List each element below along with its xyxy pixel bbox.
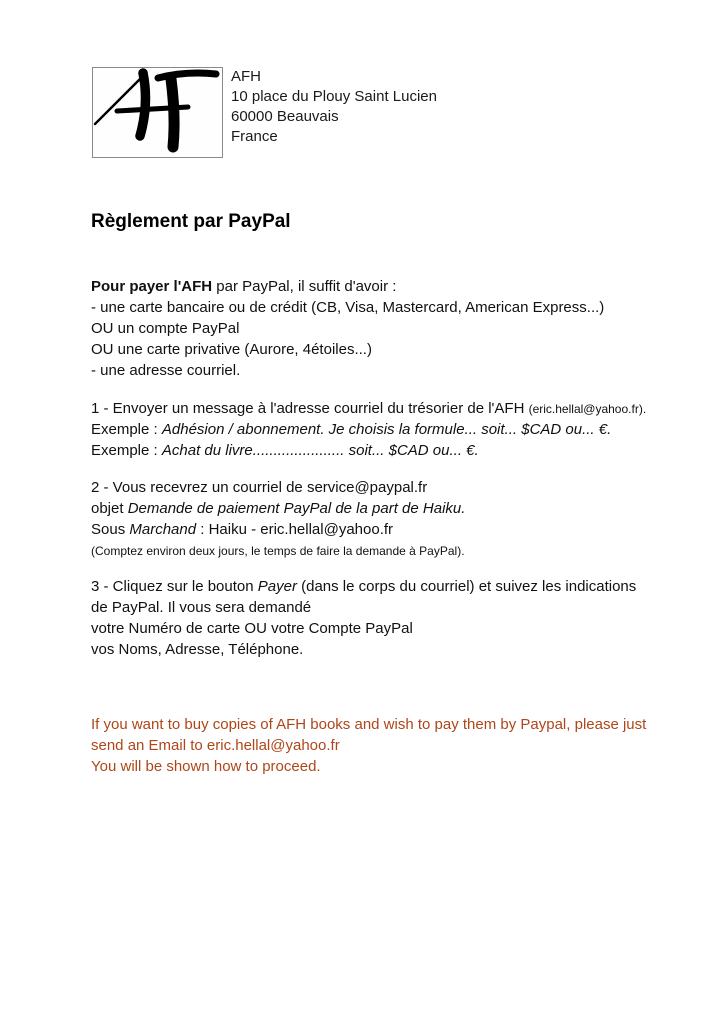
text-segment: Sous [91, 521, 130, 538]
text-segment: Exemple : [91, 442, 162, 459]
english-note [91, 714, 646, 777]
paragraph-3 [91, 477, 465, 561]
address-line-city: 60000 Beauvais [231, 108, 339, 125]
afh-logo [92, 67, 223, 158]
text-line [91, 618, 636, 639]
text-line [91, 639, 636, 660]
text-line [91, 540, 465, 561]
text-segment: Demande de paiement PayPal de la part de Haiku. [127, 500, 466, 517]
text-segment: OU une carte privative (Aurore, 4étoiles...) [91, 341, 372, 358]
text-segment: objet [91, 500, 128, 517]
paragraph-2 [91, 398, 646, 461]
address-line-org: AFH [231, 68, 261, 85]
address-line-country: France [231, 128, 278, 145]
afh-brush-calligraphy-icon [93, 68, 222, 157]
text-segment: (Comptez environ deux jours, le temps de faire la demande à PayPal). [91, 544, 465, 558]
text-segment: OU un compte PayPal [91, 320, 240, 337]
page-title: Règlement par PayPal [91, 211, 291, 232]
text-line [91, 339, 604, 360]
text-segment: par PayPal, il suffit d'avoir : [212, 278, 397, 295]
text-segment: vos Noms, Adresse, Téléphone. [91, 641, 304, 658]
text-line [91, 498, 465, 519]
text-segment: - une adresse courriel. [91, 362, 241, 379]
text-segment: Achat du livre...................... soit... $CAD ou... €. [161, 442, 479, 459]
text-segment: Adhésion / abonnement. Je choisis la formule... soit... $CAD ou... €. [161, 421, 612, 438]
text-line [91, 360, 604, 381]
english-note-line: If you want to buy copies of AFH books and wish to pay them by Paypal, please just [91, 716, 647, 733]
text-line [91, 477, 465, 498]
text-segment: de PayPal. Il vous sera demandé [91, 599, 312, 616]
text-segment: 3 - Cliquez sur le bouton [91, 578, 258, 595]
text-segment: (eric.hellal@yahoo.fr). [528, 402, 647, 416]
paragraph-4 [91, 576, 636, 660]
english-note-line: send an Email to eric.hellal@yahoo.fr [91, 737, 340, 754]
text-segment: Pour payer l'AFH [91, 278, 213, 295]
text-segment: : Haiku - eric.hellal@yahoo.fr [196, 521, 394, 538]
text-line [91, 440, 646, 461]
text-line [91, 318, 604, 339]
text-line [91, 576, 636, 597]
text-line [91, 419, 646, 440]
text-segment: Exemple : [91, 421, 162, 438]
text-segment: (dans le corps du courriel) et suivez les indications [296, 578, 637, 595]
text-segment: - une carte bancaire ou de crédit (CB, Visa, Mastercard, American Express...) [91, 299, 605, 316]
text-line [91, 597, 636, 618]
paragraph-1 [91, 276, 604, 381]
text-segment: votre Numéro de carte OU votre Compte PayPal [91, 620, 413, 637]
text-line [91, 398, 646, 419]
english-note-line: You will be shown how to proceed. [91, 758, 321, 775]
text-segment: 1 - Envoyer un message à l'adresse courriel du trésorier de l'AFH [91, 400, 529, 417]
text-segment: Marchand [129, 521, 197, 538]
text-line [91, 276, 604, 297]
text-segment: 2 - Vous recevrez un courriel de service@paypal.fr [91, 479, 428, 496]
text-line [91, 519, 465, 540]
address-block [231, 67, 437, 147]
text-line [91, 297, 604, 318]
text-segment: Payer [257, 578, 297, 595]
address-line-street: 10 place du Plouy Saint Lucien [231, 88, 437, 105]
